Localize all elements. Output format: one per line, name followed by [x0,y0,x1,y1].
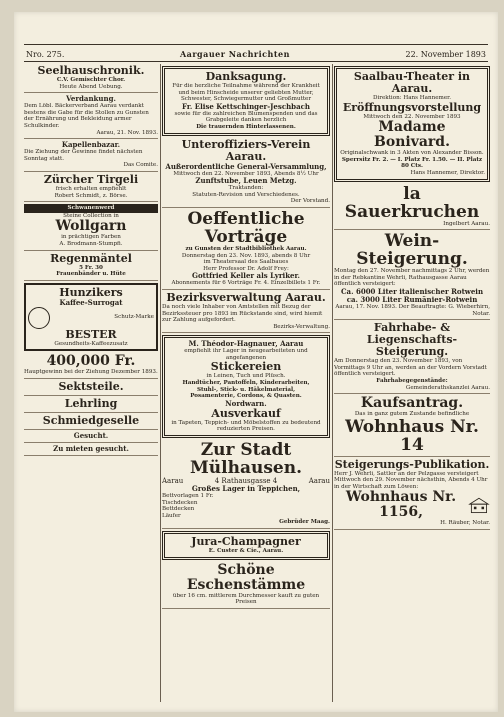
column-divider-1 [160,64,161,702]
ad-sale-offer [334,395,490,457]
header-rule [24,61,488,62]
ad-signature: Aarau, 21. Nov. 1893. [96,129,158,136]
house-icon [468,495,490,515]
ad-house-number: Wohnhaus Nr. 1156, [345,489,457,521]
ad-subtitle: Fahrhabegegenstände: [376,377,448,384]
ad-signature: Das Comite. [123,162,158,169]
ad-ash-trees [162,562,330,609]
ad-signature: Hans Hannemer, Direktor. [410,169,485,176]
ad-title: Kapellenbazar. [61,140,121,150]
issue-date: 22. November 1893 [405,49,486,59]
ad-smith [24,414,158,430]
ad-signature: Die trauernden Hinterlassenen. [196,123,296,130]
ad-text: Herr J. Wehrli, Sattler an der Pelzgasse versteigert Mittwoch den 29. November nächsthin, Abends 4 Uhr in der Wirtschaft zum Löwen: [334,470,488,490]
ad-text: in prächtigen Farben [61,234,121,241]
column-divider-2 [332,64,333,702]
ad-title: Kaffee-Surrogat [59,297,123,307]
ad-subtitle: zu Gunsten der Stadtbibliothek Aarau. [185,245,307,252]
ad-item: in Tapeten, Teppich- und Möbelstoffen zu bedeutend reduzierten Preisen. [171,419,321,433]
ad-bazaar [24,140,158,172]
ad-title: Schöne Eschenstämme [186,561,306,593]
top-rule [24,44,488,45]
ad-signature: H. Räuber, Notar. [440,520,490,527]
ad-title: Bezirksverwaltung Aarau. [166,290,326,304]
ad-property-auction [334,321,490,394]
ad-item: Stuhl-, Stick- u. Häkelmaterial, [196,386,296,393]
ad-section [24,380,158,396]
ad-row: Tischdecken [162,499,198,506]
ad-text: Schutz-Marke [114,314,154,321]
ad-title: Verdankung. [66,94,116,104]
ad-item: Ca. 6000 Liter italienischer Rotwein [340,286,484,296]
ad-public-lectures [162,209,330,290]
ad-text: über 16 cm. mittlerem Durchmesser kauft zu guten Preisen [172,592,320,606]
ad-title: Lehrling [64,396,118,410]
ad-house-number: Wohnhaus Nr. 14 [345,416,479,455]
ad-play-sub: Originalschwank in 3 Akten von Alexander Bisson. [340,150,484,157]
ad-text: Heute Abend Uebung. [59,83,123,90]
ad-title: Schmiedgeselle [42,413,140,427]
page-header [26,48,486,60]
ad-title: Regenmäntel [50,251,132,265]
trademark-seal-icon [28,307,50,329]
ad-signature: Der Vorstand. [290,198,330,205]
ad-carpet-store [162,440,330,529]
ad-text: Die Ziehung der Gewinne findet nächsten Sonntag statt. [24,149,143,162]
ad-raincoats [24,252,158,281]
column-middle [162,64,330,702]
ad-date: Mittwoch den 22. November 1893, Abends 8½ Uhr [173,170,319,177]
ad-auction-notice [334,458,490,530]
ad-thanks [162,66,330,136]
ad-text-2: sowie für die zahlreichen Blumenspenden und das Grabgeleite danken herzlich [174,110,318,124]
newspaper-page [14,12,498,712]
ad-prices: Sperrsitz Fr. 2. — I. Platz Fr. 1.50. — II. Platz 80 Cts. [341,156,483,170]
ad-item: Posamenterie, Cordons, & Quasten. [190,393,302,400]
ad-sauerkruchen [334,184,490,231]
ad-row: Läufer [162,512,181,519]
ad-club-chronicle [24,64,158,93]
ad-note: Abonnements für 6 Vorträge Fr. 4. Einzelbillets 1 Fr. [171,280,321,287]
ad-text: Montag den 27. November nachmittags 2 Uhr, werden in der Rebkantine Wehrli, Rathausgasse Aarau öffentlich versteigert: [334,268,490,288]
ad-nco-association [162,138,330,208]
ad-item: ca. 3000 Liter Rumänier-Rotwein [346,294,478,304]
ad-play-title: Madame Bonivard. [374,119,450,151]
ad-title: Wollgarn [55,218,127,235]
ad-apprentice [24,397,158,413]
ad-title-2: BESTER [65,327,117,341]
ad-date: Mittwoch den 22. November 1893 [363,113,461,120]
ad-title: Saalbau-Theater in Aarau. [353,70,471,95]
ad-speaker: Herr Professor Dr. Adolf Frey: [203,265,289,272]
ad-signature: Gebrüder Maag. [279,519,330,526]
ad-item: Handtücher, Pantoffeln, Kinderarbeiten, [182,380,310,387]
ad-text: frisch erhalten empfiehlt [55,185,127,192]
ad-title: Danksagung. [205,70,287,83]
ad-title: Sauerkruchen [344,201,480,222]
ad-location: 4 Rathausgasse 4 [214,477,278,486]
ad-text: Am Donnerstag den 23. November 1893, von Vormittags 9 Uhr an, werden an der Vordern Vorstadt öffentlich versteigert. [334,358,487,378]
ad-title: Zürcher Tirgeli [43,172,139,186]
ad-title: Steigerungs-Publikation. [334,457,490,471]
ad-text: Dem Löbl. Bäckerverband Aarau verdankt bestens die Gabe für die Stollen zu Gunsten der Ernährung und Bekleidung armer Schulkinder. [24,103,149,129]
ad-wool [24,203,158,250]
ad-row: Bettdecken [162,506,195,513]
ad-lottery [24,353,158,379]
issue-number: Nro. 275. [26,49,65,59]
ad-direction: Direktion: Hans Hannemer. [373,95,451,101]
ad-name: Fr. Elise Kettschinger-Jeschbach [182,101,310,111]
ad-topic: Gottfried Keller als Lyriker. [192,271,300,281]
ad-wine-auction [334,231,490,320]
ad-to-rent [24,444,158,456]
ad-text: empfiehlt ihr Lager in neugearbeiteten und angefangenen [184,348,308,361]
ad-text: Da noch viele Inhaber von Amtstellen mit Bezug der Bezirkssteuer pro 1893 im Rückstande sind, wird hiemit zur Zahlung aufgefordert. [162,303,323,324]
ad-signature: Bezirks-Verwaltung. [273,323,330,330]
ad-title: Seelhauschronik. [37,64,145,77]
ad-signature: Robert Schmidt, z. Börse. [54,192,128,199]
ad-row: Bettvorlagen 1 Fr. [162,493,214,500]
ad-date: Donnerstag den 23. Nov. 1893, abends 8 Uhr [181,252,311,259]
ad-title: Unteroffiziers-Verein Aarau. [181,137,311,163]
ad-title: Zu mieten gesucht. [53,443,129,453]
ad-text: Das in ganz gutem Zustande befindliche [354,411,470,418]
ad-item: in Leinen, Tuch und Plüsch. [206,373,286,380]
ad-text: Frauenbänder u. Hüte [56,271,126,278]
ad-place: Zunftstube, Leuen Metzg. [195,176,297,186]
ad-place: im Theatersaal des Saalbaues [203,259,289,266]
ad-embroidery-shop [162,335,330,438]
ad-price: 5 Fr. 30 [79,264,103,271]
ad-title: Fahrhabe- & Liegenschafts-Steigerung. [366,321,458,359]
ad-item: Stickereien [210,360,282,374]
ad-item: Ausverkauf [211,406,281,420]
ad-agenda-label: Traktanden: [228,185,264,192]
ad-tirgeli [24,173,158,202]
ad-text-2: Gesundheits-Kaffeezusatz [54,340,128,347]
ad-location: Aarau [162,477,184,486]
column-left [24,64,158,702]
ad-name: C.V. Gemischter Chor. [56,77,126,83]
ad-text: Für die herzliche Teilnahme während der Krankheit und beim Hinscheide unserer geliebten Mutter, Schwester, Schwiegermutter und Großmutter [172,83,320,103]
ad-maker: E. Custer & Cie., Aarau. [208,548,284,554]
ad-title: Wein-Steigerung. [356,231,468,270]
ad-title: Sektsteile. [58,379,124,393]
ad-wanted [24,431,158,443]
ad-brand: Hunzikers [59,285,123,299]
ad-gratitude [24,94,158,139]
ad-title: 400,000 Fr. [46,353,136,370]
ad-coffee-substitute [24,283,158,352]
ad-location: Aarau [308,477,330,486]
ad-text: Hauptgewinn bei der Ziehung Dezember 1893. [24,369,158,376]
ad-signature: Gemeinderathskanzlei Aarau. [405,384,490,391]
newspaper-title: Aargauer Nachrichten [179,49,290,59]
ad-subtitle: Außerordentliche General-Versammlung, [165,161,327,171]
ad-subtitle: Großes Lager in Teppichen, [191,484,301,494]
ad-title: Zur Stadt Mülhausen. [189,440,303,479]
ad-agenda-item: Statuten-Revision und Verschiedenes. [192,191,300,198]
ad-prefix: la [403,183,421,204]
ad-opening: Eröffnungsvorstellung [342,100,482,114]
ad-shop-name: M. Théodor-Hagnauer, Aarau [188,339,304,349]
ad-theater [334,66,490,182]
ad-champagne [162,531,330,560]
ad-title: Jura-Champagner [191,535,301,548]
ad-text: Steine Collection in [63,212,119,219]
ad-title: Oeffentliche Vorträge [187,208,305,247]
ad-signature: A. Brodmann-Stumpfi. [59,240,123,247]
ad-signature: Aarau, 17. Nov. 1893. Der Beauftragte: G. Wieberhirn, Notar. [335,303,490,317]
ad-title: Gesucht. [73,430,109,440]
ad-item: Nordwarn. [225,398,267,408]
column-right [334,64,490,702]
ad-district-admin [162,291,330,333]
ad-signature: Ingelbert Aarau. [443,220,490,227]
ad-title: Kaufsantrag. [360,395,464,412]
ad-banner: Schwanenwerd [24,204,158,213]
